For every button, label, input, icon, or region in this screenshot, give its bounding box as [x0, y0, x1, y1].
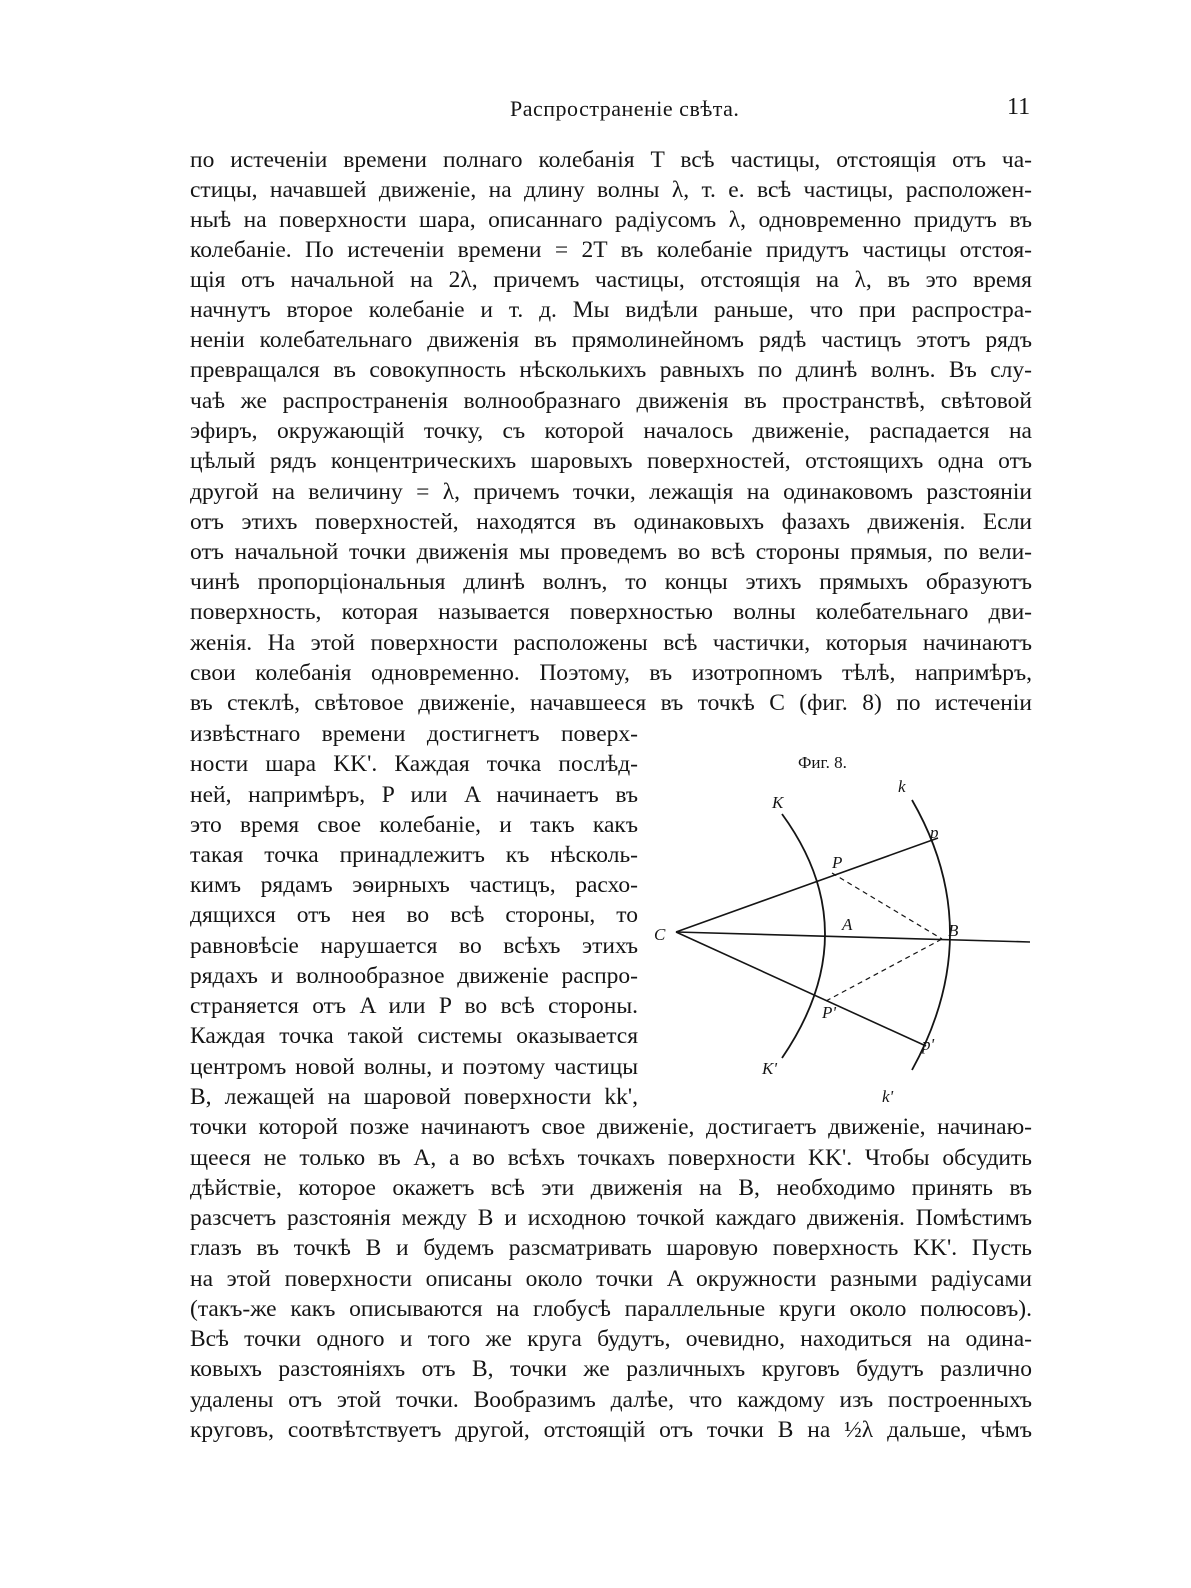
text-line: ности шара KK'. Каждая точка послѣд- [190, 751, 638, 777]
text-line: Всѣ точки одного и того же круга будутъ, очевидно, находиться на одина- [190, 1326, 1032, 1352]
text-line: начнутъ второе колебаніе и т. д. Мы видѣли раньше, что при распростра- [190, 297, 1032, 323]
running-title: Распространеніе свѣта. [510, 96, 740, 121]
text-line: такая точка принадлежитъ къ нѣсколь- [190, 842, 638, 868]
text-line: Каждая точка такой системы оказывается [190, 1023, 638, 1049]
label-B: B [948, 921, 959, 940]
label-K: K [772, 793, 784, 812]
text-line: кимъ рядамъ эѳирныхъ частицъ, расхо- [190, 872, 638, 898]
label-k-prime: k' [882, 1087, 894, 1106]
text-line: цѣлый рядъ концентрическихъ шаровыхъ поверхностей, отстоящихъ одна отъ [190, 448, 1032, 474]
figure-8-diagram [650, 752, 1045, 1112]
text-line: поверхность, которая называется поверхностью волны колебательнаго дви- [190, 599, 1032, 625]
text-line: женія. На этой поверхности расположены всѣ частички, которыя начинаютъ [190, 630, 1032, 656]
label-P-prime: P' [822, 1003, 837, 1022]
text-line: неніи колебательнаго движенія въ прямолинейномъ рядѣ частицъ этотъ рядъ [190, 327, 1032, 353]
text-line: въ стеклѣ, свѣтовое движеніе, начавшееся въ точкѣ C (фиг. 8) по истеченіи [190, 690, 1032, 716]
text-line: страняется отъ A или P во всѣ стороны. [190, 993, 638, 1019]
text-line: щееся не только въ A, а во всѣхъ точкахъ поверхности KK'. Чтобы обсудить [190, 1145, 1032, 1171]
label-K-prime: K' [762, 1059, 777, 1078]
text-line: это время свое колебаніе, и такъ какъ [190, 812, 638, 838]
text-line: равновѣсіе нарушается во всѣхъ этихъ [190, 933, 638, 959]
label-p: p [930, 823, 939, 842]
figure-8 [650, 752, 1045, 1112]
text-line: чаѣ же распространенія волнообразнаго движенія въ пространствѣ, свѣтовой [190, 388, 1032, 414]
text-line: эфиръ, окружающій точку, съ которой началось движеніе, распадается на [190, 418, 1032, 444]
page-number: 11 [1007, 94, 1031, 120]
text-line: ней, напримѣръ, P или A начинаетъ въ [190, 782, 638, 808]
text-line: ковыхъ разстояніяхъ отъ B, точки же различныхъ круговъ будутъ различно [190, 1356, 1032, 1382]
text-line: удалены отъ этой точки. Вообразимъ далѣе, что каждому изъ построенныхъ [190, 1387, 1032, 1413]
text-line: B, лежащей на шаровой поверхности kk', [190, 1084, 638, 1110]
text-line: глазъ въ точкѣ B и будемъ разсматривать шаровую поверхность KK'. Пусть [190, 1235, 1032, 1261]
text-line: стицы, начавшей движеніе, на длину волны λ, т. е. всѣ частицы, расположен- [190, 177, 1032, 203]
text-line: колебаніе. По истеченіи времени = 2T въ колебаніе придутъ частицы отстоя- [190, 237, 1032, 263]
text-line: другой на величину = λ, причемъ точки, лежащія на одинаковомъ разстояніи [190, 479, 1032, 505]
figure-caption: Фиг. 8. [798, 753, 847, 772]
text-line: рядахъ и волнообразное движеніе распро- [190, 963, 638, 989]
text-line: (такъ-же какъ описываются на глобусѣ параллельные круги около полюсовъ). [190, 1296, 1032, 1322]
ray-Cp-prime [676, 932, 926, 1046]
text-line: превращался въ совокупность нѣсколькихъ равныхъ по длинѣ волнъ. Въ слу- [190, 357, 1032, 383]
text-line: ныѣ на поверхности шара, описаннаго радіусомъ λ, одновременно придутъ въ [190, 207, 1032, 233]
text-line: точки которой позже начинаютъ свое движеніе, достигаетъ движеніе, начинаю- [190, 1114, 1032, 1140]
text-line: отъ начальной точки движенія мы проведемъ во всѣ стороны прямыя, по вели- [190, 539, 1032, 565]
text-line: круговъ, соотвѣтствуетъ другой, отстоящій отъ точки B на ½λ дальше, чѣмъ [190, 1417, 1032, 1443]
text-line: извѣстнаго времени достигнетъ поверх- [190, 721, 638, 747]
label-p-prime: p' [922, 1035, 935, 1054]
dashed-P-prime-B [826, 939, 942, 1001]
label-C: C [654, 925, 666, 944]
text-line: чинѣ пропорціональныя длинѣ волнъ, то концы этихъ прямыхъ образуютъ [190, 569, 1032, 595]
text-line: отъ этихъ поверхностей, находятся въ одинаковыхъ фазахъ движенія. Если [190, 509, 1032, 535]
text-line: дѣйствіе, которое окажетъ всѣ эти движенія на B, необходимо принять въ [190, 1175, 1032, 1201]
text-line: разсчетъ разстоянія между B и исходною точкой каждаго движенія. Помѣстимъ [190, 1205, 1032, 1231]
text-line: центромъ новой волны, и поэтому частицы [190, 1054, 638, 1080]
label-k: k [898, 777, 906, 796]
text-line: на этой поверхности описаны около точки A окружности разными радіусами [190, 1266, 1032, 1292]
label-A: A [842, 915, 853, 934]
line-CB [676, 932, 1030, 942]
ray-Cp [676, 838, 938, 932]
text-line: дящихся отъ нея во всѣ стороны, то [190, 902, 638, 928]
text-line: щія отъ начальной на 2λ, причемъ частицы, отстоящія на λ, въ это время [190, 267, 1032, 293]
text-line: по истеченіи времени полнаго колебанія T всѣ частицы, отстоящія отъ ча- [190, 147, 1032, 173]
text-line: свои колебанія одновременно. Поэтому, въ изотропномъ тѣлѣ, напримѣръ, [190, 660, 1032, 686]
label-P: P [832, 853, 843, 872]
